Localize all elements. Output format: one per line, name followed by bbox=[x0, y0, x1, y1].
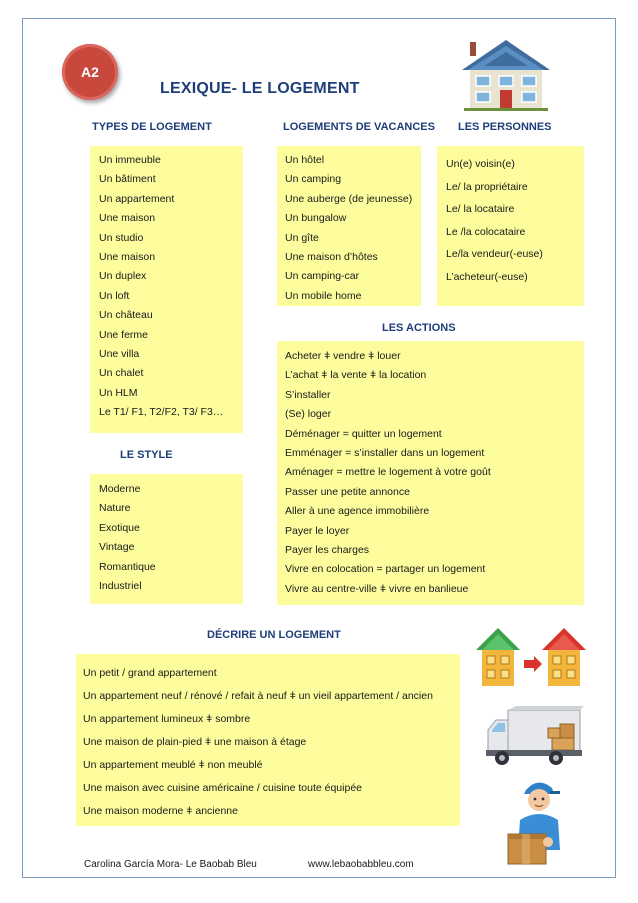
list-item: Un studio bbox=[99, 231, 144, 244]
list-item: Vivre en colocation = partager un logement bbox=[285, 563, 486, 576]
list-item: Une villa bbox=[99, 348, 140, 361]
heading-personnes: LES PERSONNES bbox=[458, 121, 552, 133]
list-item: Une ferme bbox=[99, 328, 149, 341]
list-item: Aménager = mettre le logement à votre goût bbox=[285, 466, 491, 479]
list-item: Payer les charges bbox=[285, 544, 370, 557]
list-item: Un camping bbox=[285, 173, 342, 186]
list-item: Une maison d’hôtes bbox=[285, 251, 378, 264]
vacances-box bbox=[277, 146, 421, 306]
moving-truck-icon bbox=[486, 706, 584, 768]
actions-box bbox=[277, 341, 584, 605]
list-item: Une maison bbox=[99, 212, 156, 225]
list-item: Le/ la propriétaire bbox=[446, 180, 528, 193]
list-item: Un HLM bbox=[99, 386, 138, 399]
heading-decrire: DÉCRIRE UN LOGEMENT bbox=[207, 629, 341, 641]
list-item: Un camping-car bbox=[285, 270, 360, 283]
list-item: Un appartement neuf / rénové / refait à neuf ǂ un vieil appartement / ancien bbox=[83, 690, 433, 702]
list-item: Une maison moderne ǂ ancienne bbox=[83, 805, 238, 817]
list-item: Le /la colocataire bbox=[446, 225, 526, 238]
delivery-man-icon bbox=[504, 776, 570, 868]
heading-vacances: LOGEMENTS DE VACANCES bbox=[283, 121, 435, 133]
list-item: Vivre au centre-ville ǂ vivre en banlieue bbox=[285, 582, 469, 595]
list-item: Un château bbox=[99, 309, 153, 322]
page-title: LEXIQUE- LE LOGEMENT bbox=[160, 80, 360, 97]
list-item: Une auberge (de jeunesse) bbox=[285, 192, 413, 205]
list-item: Un petit / grand appartement bbox=[83, 667, 217, 679]
list-item: Déménager = quitter un logement bbox=[285, 427, 442, 440]
list-item: Un appartement lumineux ǂ sombre bbox=[83, 713, 251, 725]
list-item: Une maison avec cuisine américaine / cuisine toute équipée bbox=[83, 782, 362, 794]
list-item: Un bâtiment bbox=[99, 173, 156, 186]
heading-actions: LES ACTIONS bbox=[382, 322, 456, 334]
heading-types: TYPES DE LOGEMENT bbox=[92, 121, 212, 133]
list-item: Industriel bbox=[99, 580, 142, 593]
style-box bbox=[90, 474, 243, 604]
list-item: Un bungalow bbox=[285, 212, 347, 225]
moving-houses-icon bbox=[474, 626, 590, 688]
list-item: (Se) loger bbox=[285, 408, 332, 421]
list-item: Exotique bbox=[99, 521, 140, 534]
list-item: Un duplex bbox=[99, 270, 147, 283]
list-item: L’achat ǂ la vente ǂ la location bbox=[285, 369, 427, 382]
list-item: Un appartement bbox=[99, 192, 175, 205]
house-icon bbox=[460, 36, 552, 112]
footer-author: Carolina García Mora- Le Baobab Bleu bbox=[84, 859, 257, 870]
heading-style: LE STYLE bbox=[120, 449, 173, 461]
list-item: Un mobile home bbox=[285, 289, 362, 302]
list-item: Le T1/ F1, T2/F2, T3/ F3… bbox=[99, 406, 224, 419]
level-badge: A2 bbox=[62, 44, 118, 100]
list-item: Passer une petite annonce bbox=[285, 485, 410, 498]
list-item: Une maison de plain-pied ǂ une maison à étage bbox=[83, 736, 307, 748]
list-item: Une maison bbox=[99, 251, 156, 264]
list-item: S’installer bbox=[285, 388, 331, 401]
list-item: Un gîte bbox=[285, 231, 319, 244]
list-item: Un chalet bbox=[99, 367, 144, 380]
list-item: Payer le loyer bbox=[285, 524, 350, 537]
personnes-box bbox=[437, 146, 584, 306]
list-item: Romantique bbox=[99, 560, 156, 573]
list-item: Un loft bbox=[99, 289, 130, 302]
list-item: Un appartement meublé ǂ non meublé bbox=[83, 759, 263, 771]
list-item: Un hôtel bbox=[285, 154, 325, 166]
list-item: Un(e) voisin(e) bbox=[446, 158, 515, 170]
list-item: Moderne bbox=[99, 483, 141, 495]
list-item: L’acheteur(-euse) bbox=[446, 270, 528, 283]
list-item: Emménager = s’installer dans un logement bbox=[285, 447, 485, 460]
list-item: Un immeuble bbox=[99, 154, 161, 166]
list-item: Nature bbox=[99, 502, 131, 515]
types-box bbox=[90, 146, 243, 433]
list-item: Acheter ǂ vendre ǂ louer bbox=[285, 350, 401, 362]
decrire-box bbox=[76, 654, 460, 826]
list-item: Vintage bbox=[99, 541, 135, 554]
list-item: Le/ la locataire bbox=[446, 203, 515, 216]
list-item: Le/la vendeur(-euse) bbox=[446, 248, 543, 261]
footer-website[interactable]: www.lebaobabbleu.com bbox=[308, 859, 414, 870]
list-item: Aller à une agence immobilière bbox=[285, 505, 430, 518]
